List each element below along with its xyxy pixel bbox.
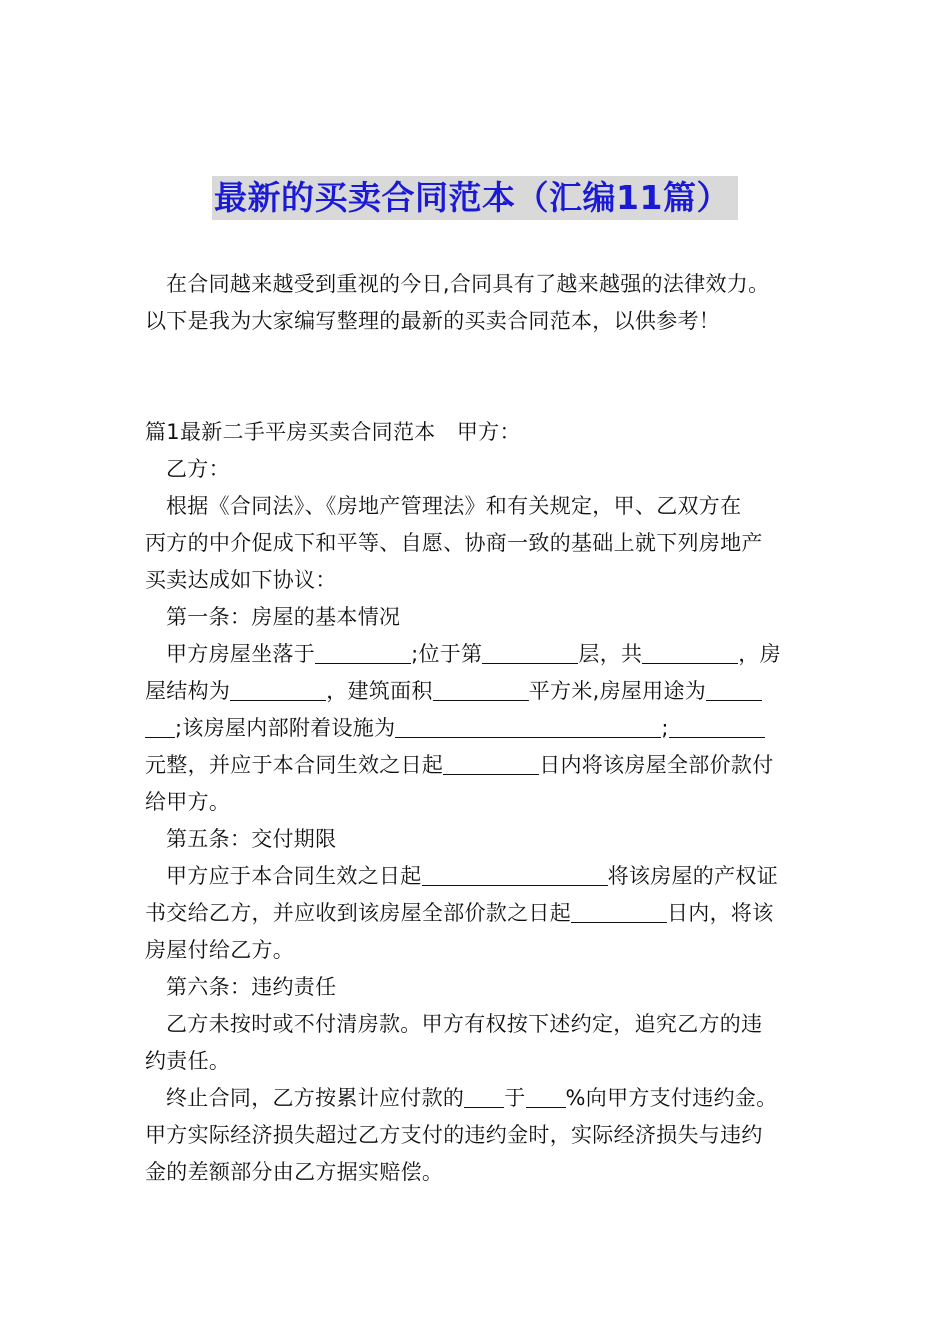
basis-line-1: 根据《合同法》、《房地产管理法》和有关规定，甲、乙双方在 bbox=[166, 494, 742, 518]
article-6-line-3 bbox=[145, 1080, 807, 1117]
intro-line-1: 在合同越来越受到重视的今日,合同具有了越来越强的法律效力。 bbox=[166, 272, 770, 296]
text-segment: 甲方房屋坐落于 bbox=[166, 642, 316, 666]
text-segment: 层，共 bbox=[578, 642, 643, 666]
blank-line bbox=[395, 715, 661, 738]
contract-section bbox=[145, 414, 807, 1191]
text-segment: 甲方应于本合同生效之日起 bbox=[166, 864, 422, 888]
blank-line bbox=[433, 678, 529, 701]
text-segment: 于 bbox=[504, 1086, 526, 1110]
article-6-line-1: 乙方未按时或不付清房款。甲方有权按下述约定，追究乙方的违 bbox=[166, 1012, 763, 1036]
party-b-line: 乙方： bbox=[166, 457, 230, 481]
blank-line bbox=[482, 641, 578, 664]
text-segment: %向甲方支付违约金。 bbox=[565, 1086, 778, 1110]
article-1-line-2 bbox=[145, 673, 807, 710]
text-segment: 元整，并应于本合同生效之日起 bbox=[145, 753, 444, 777]
article-6-line-4: 甲方实际经济损失超过乙方支付的违约金时，实际经济损失与违约 bbox=[145, 1123, 763, 1147]
title-container bbox=[0, 176, 950, 220]
article-6-title: 第六条：违约责任 bbox=[166, 975, 337, 999]
article-1-title: 第一条：房屋的基本情况 bbox=[166, 605, 401, 629]
blank-line bbox=[464, 1085, 504, 1108]
text-segment: 日内，将该 bbox=[667, 901, 774, 925]
text-segment: 平方米,房屋用途为 bbox=[528, 679, 707, 703]
article-1-line-4 bbox=[145, 747, 807, 784]
document-title: 最新的买卖合同范本（汇编11篇） bbox=[212, 176, 738, 220]
text-segment: 屋结构为 bbox=[145, 679, 231, 703]
article-1-line-3 bbox=[145, 710, 807, 747]
blank-line bbox=[422, 863, 608, 886]
intro-line-2: 以下是我为大家编写整理的最新的买卖合同范本，以供参考！ bbox=[145, 309, 721, 333]
blank-line bbox=[315, 641, 411, 664]
article-5-line-3: 房屋付给乙方。 bbox=[145, 938, 295, 962]
text-segment: 日内将该房屋全部价款付 bbox=[539, 753, 774, 777]
blank-line bbox=[571, 900, 667, 923]
article-1-line-1 bbox=[145, 636, 807, 673]
article-1-line-5: 给甲方。 bbox=[145, 790, 231, 814]
blank-line bbox=[642, 641, 738, 664]
basis-line-2: 丙方的中介促成下和平等、自愿、协商一致的基础上就下列房地产 bbox=[145, 531, 763, 555]
blank-line bbox=[706, 678, 762, 701]
blank-line bbox=[145, 715, 175, 738]
article-6-line-2: 约责任。 bbox=[145, 1049, 231, 1073]
text-segment: ，房 bbox=[738, 642, 781, 666]
text-segment: ;该房屋内部附着设施为 bbox=[175, 716, 396, 740]
text-segment: 终止合同，乙方按累计应付款的 bbox=[166, 1086, 465, 1110]
blank-line bbox=[669, 715, 765, 738]
text-segment: ;位于第 bbox=[411, 642, 483, 666]
text-segment: ，建筑面积 bbox=[326, 679, 433, 703]
blank-line bbox=[526, 1085, 566, 1108]
text-segment: 书交给乙方，并应收到该房屋全部价款之日起 bbox=[145, 901, 571, 925]
section-heading: 篇1最新二手平房买卖合同范本 甲方： bbox=[145, 420, 521, 444]
text-segment: 将该房屋的产权证 bbox=[607, 864, 779, 888]
blank-line bbox=[443, 752, 539, 775]
article-5-line-2 bbox=[145, 895, 807, 932]
article-6-line-5: 金的差额部分由乙方据实赔偿。 bbox=[145, 1160, 444, 1184]
basis-line-3: 买卖达成如下协议： bbox=[145, 568, 337, 592]
blank-line bbox=[230, 678, 326, 701]
text-segment: ; bbox=[661, 716, 669, 740]
article-5-line-1 bbox=[145, 858, 807, 895]
article-5-title: 第五条：交付期限 bbox=[166, 827, 337, 851]
intro-paragraph bbox=[145, 266, 807, 340]
